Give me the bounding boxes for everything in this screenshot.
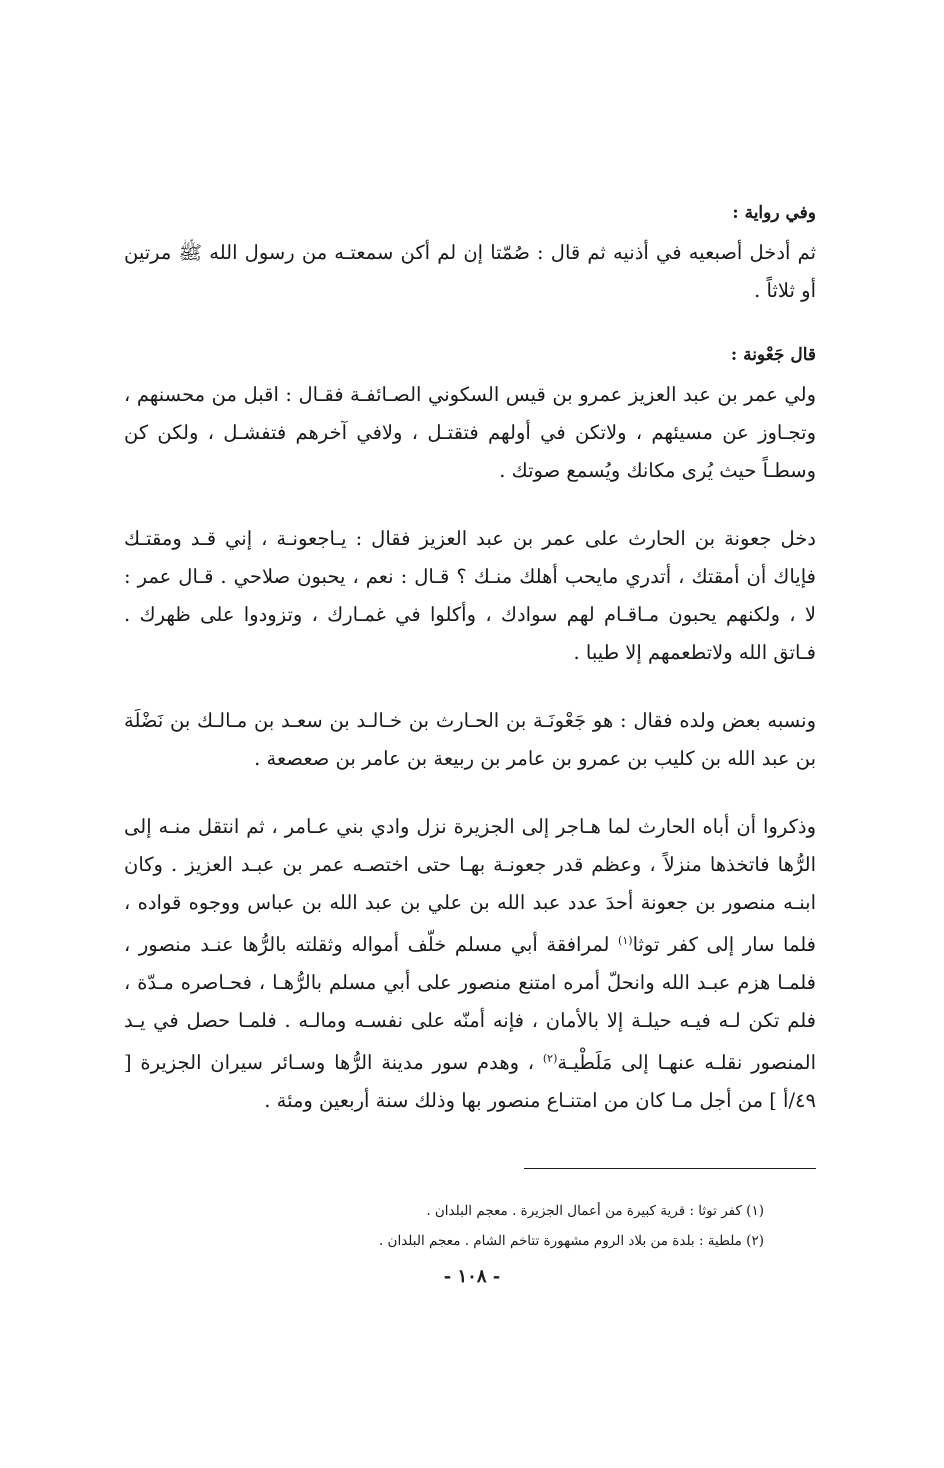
paragraph-text: لمرافقة أبي مسلم خلّف أمواله وثقلته بالرُّها عنـد منصور ، فلمـا هزم عبـد الله وانحلّ أمره امتنع منصور على أبي مسلم بالرُّهـا ، فحـاصره مـدّة ، فلم تكن لـه فيـه حيلـة إلا بالأمان ، فإنه أمنّه على نفسـه ومالـه . فلمـا حصل في يـد المنصور نقلـه عنهـا إلى مَلَطْيـة [124,933,816,1074]
footnote-ref: (٢) [542,1052,558,1065]
paragraph: ولي عمر بن عبد العزيز عمرو بن قيس السكوني الصـائفـة فقـال : اقبل من محسنهم ، وتجـاوز عن مسيئهم ، ولاتكن في أولهم فتقتـل ، ولافي آخرهم فتفشـل ، ولكن كن وسطـاً حيث يُرى مكانك ويُسمع صوتك . [124,383,816,482]
paragraph [124,808,816,1120]
footnote: (٢) ملطية : بلدة من بلاد الروم مشهورة تتاخم الشام . معجم البلدان . [378,1233,764,1249]
paragraph: ثم أدخل أصبعيه في أذنيه ثم قال : صُمّتا إن لم أكن سمعتـه من رسول الله ﷺ مرتين أو ثلاثاً . [124,241,816,302]
paragraph: ونسبه بعض ولده فقال : هو جَعْونَـة بن الحـارث بن خـالـد بن سعـد بن مـالـك بن نَضْلَة بن عبد الله بن كليب بن عمرو بن عامر بن ربيعة بن عامر بن صعصعة . [124,709,816,770]
footnotes [144,1196,764,1256]
footnote-ref: (١) [618,934,633,947]
main-text [124,198,816,1120]
paragraph: دخل جعونة بن الحارث على عمر بن عبد العزيز فقال : يـاجعونـة ، إني قـد ومقتـك فإياك أن أمقتك ، أتدري مايحب أهلك منـك ؟ قـال : نعم ، يحبون صلاحي . قـال عمر : لا ، ولكنهم يحبون مـاقـام لهم سوادك ، وأكلوا في غمـارك ، وتزودوا على ظهرك . فـاتق الله ولاتطعمهم إلا طيبا . [124,527,816,664]
section-heading: قال جَعْونة : [730,345,816,365]
footnote-divider [524,1168,816,1169]
footnote: (١) كفر توثا : قرية كبيرة من أعمال الجزيرة . معجم البلدان . [426,1203,764,1219]
paragraph-text: وذكروا أن أباه الحارث لما هـاجر إلى الجزيرة نزل وادي بني عـامر ، ثم انتقل منـه إلى الرُّها فاتخذها منزلاً ، وعظم قدر جعونـة بهـا حتى اختصـه عمر بن عبـد العزيز . وكان ابنـه منصور بن جعونة أحدَ عدد عبد الله بن علي بن عبد الله بن عباس ووجوه قواده ، فلما سار إلى كفر توثا [124,815,817,956]
paragraph-text: ، وهدم سور مدينة الرُّها وسـائر سيران الجزيرة [ ٤٩/أ ] من أجل مـا كان من امتنـاع منصور بها وذلك سنة أربعين ومئة . [124,1051,816,1112]
section-heading: وفي رواية : [732,203,816,223]
page-number: - ١٠٨ - [443,1266,501,1287]
